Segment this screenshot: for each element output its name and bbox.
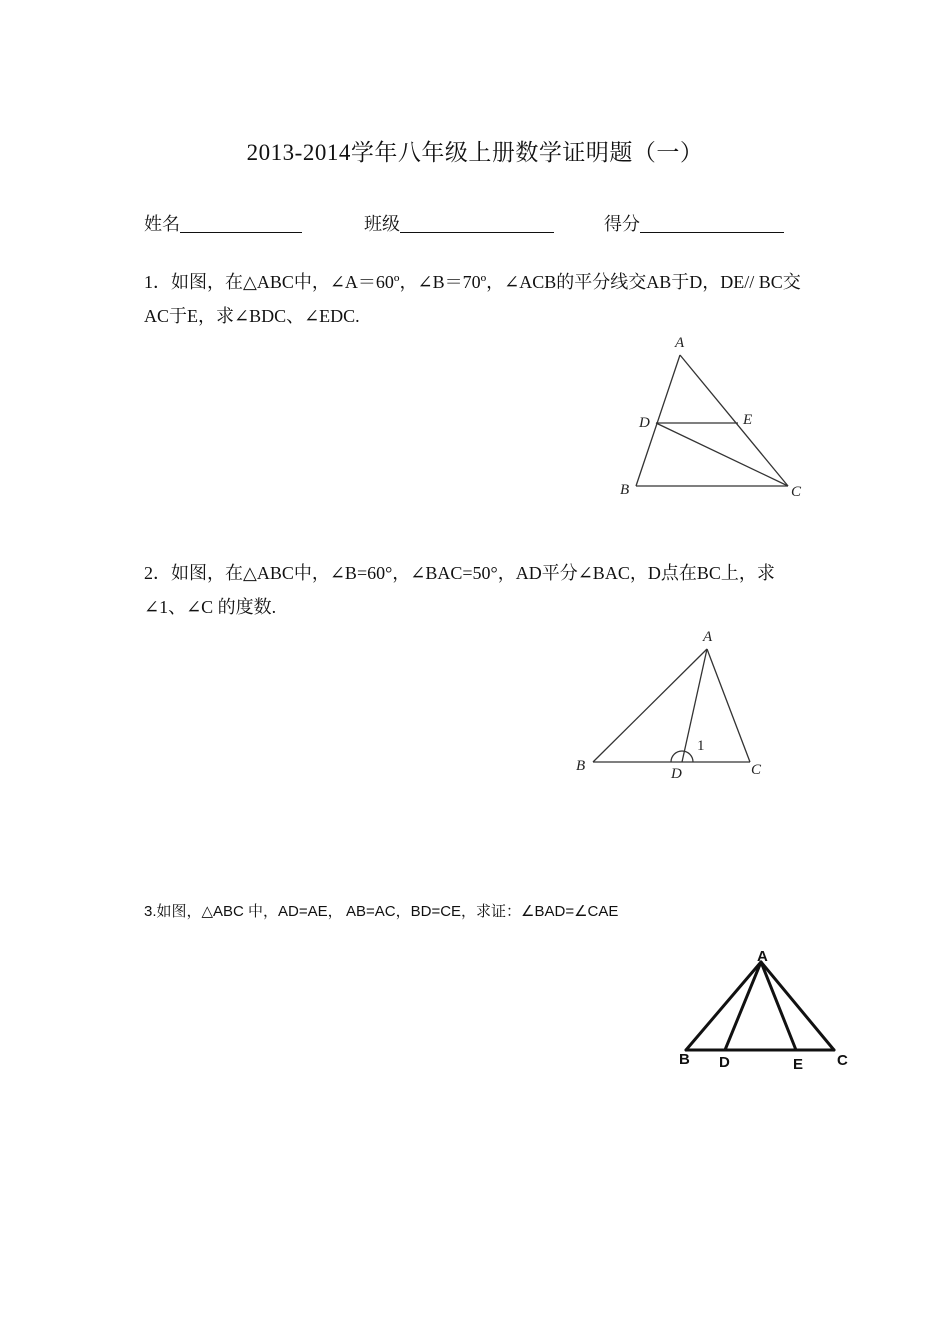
q2-side-ab — [593, 649, 707, 762]
score-blank[interactable] — [640, 214, 784, 233]
q2-label-angle-1: 1 — [697, 738, 705, 754]
page-title: 2013-2014学年八年级上册数学证明题（一） — [246, 140, 704, 165]
q1-side-ac — [680, 355, 788, 486]
name-blank[interactable] — [180, 214, 302, 233]
q3-label-d: D — [719, 1054, 730, 1071]
q1-label-c: C — [791, 484, 802, 500]
q1-label-e: E — [743, 412, 753, 428]
q1-label-a: A — [675, 335, 685, 351]
q3-label-a: A — [757, 948, 768, 965]
q2-label-a: A — [703, 629, 713, 645]
q3-side-ac — [761, 962, 834, 1050]
class-field[interactable] — [364, 210, 554, 236]
name-field[interactable] — [144, 210, 302, 236]
name-label: 姓名 — [144, 214, 180, 234]
question-1 — [144, 265, 814, 333]
score-field[interactable] — [604, 210, 784, 236]
question-3-line-1: 3.如图，△ABC 中，AD=AE， AB=AC，BD=CE，求证：∠BAD=∠CAE — [144, 903, 619, 920]
q3-label-c: C — [837, 1052, 848, 1069]
q3-label-e: E — [793, 1056, 804, 1073]
q3-segment-ae — [761, 962, 796, 1050]
q2-angle-arc — [671, 751, 693, 762]
q1-label-d: D — [639, 415, 650, 431]
question-3 — [144, 900, 814, 924]
q2-label-c: C — [751, 762, 762, 778]
question-2-line-1: 2．如图，在△ABC中，∠B=60°，∠BAC=50°，AD平分∠BAC，D点在BC上，求 — [144, 563, 775, 583]
q2-label-b: B — [576, 758, 586, 774]
question-2-line-2: ∠1、∠C 的度数. — [144, 597, 277, 617]
q1-side-ab — [636, 355, 680, 486]
q2-segment-ad — [682, 649, 707, 762]
q2-label-d: D — [671, 766, 682, 782]
score-label: 得分 — [604, 214, 640, 234]
q3-side-ab — [686, 962, 761, 1050]
q3-label-b: B — [679, 1051, 690, 1068]
q2-side-ac — [707, 649, 750, 762]
question-1-line-1: 1．如图，在△ABC中，∠A＝60º，∠B＝70º，∠ACB的平分线交AB于D，DE// BC交 — [144, 272, 801, 292]
q1-label-b: B — [620, 482, 630, 498]
question-1-line-2: AC于E，求∠BDC、∠EDC. — [144, 306, 360, 326]
class-label: 班级 — [364, 214, 400, 234]
question-2 — [144, 556, 814, 624]
class-blank[interactable] — [400, 214, 554, 233]
q3-segment-ad — [725, 962, 761, 1050]
q1-segment-dc — [656, 423, 788, 486]
